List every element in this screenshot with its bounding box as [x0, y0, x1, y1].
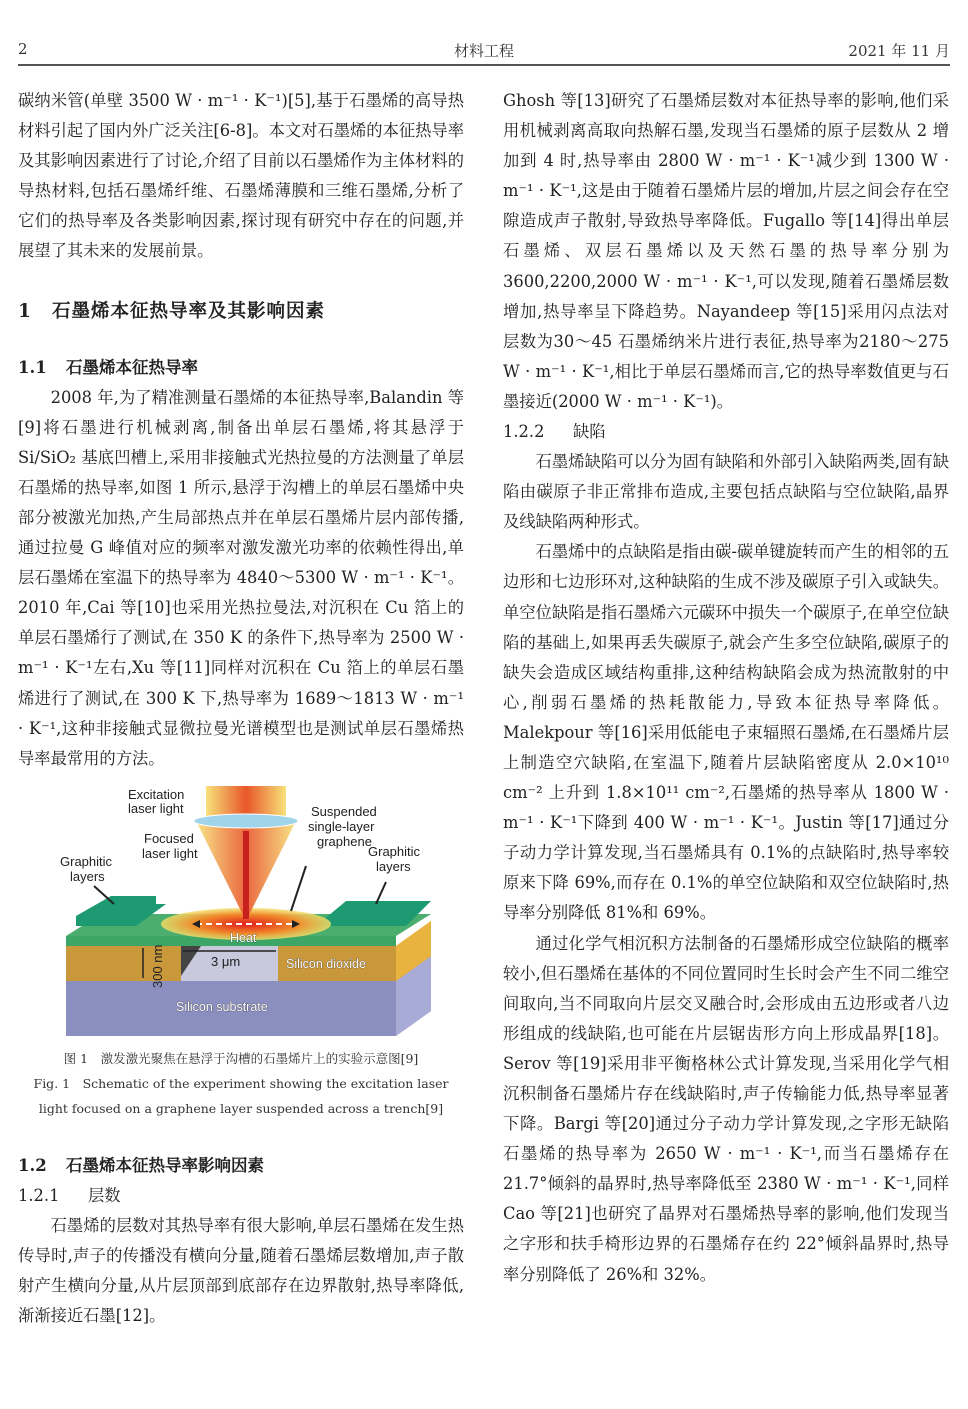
label-focused: Focused [144, 830, 194, 846]
label-width: 3 μm [211, 953, 241, 969]
section-1-1-heading [18, 353, 464, 383]
lens-icon [194, 814, 298, 828]
label-substrate: Silicon substrate [176, 999, 268, 1014]
left-column [18, 86, 464, 1331]
paragraph-ghosh: Ghosh 等[13]研究了石墨烯层数对本征热导率的影响,他们采用机械剥离高取向热解石墨,发现当石墨烯的原子层数从 2 增加到 4 时,热导率由 2800 W · m⁻¹ · K⁻¹减少到 1300 W · m⁻¹ · K⁻¹,这是由于随着石墨烯片层的增加,片层之间会存在空隙造成声子散射,导致热导率降低。Fugallo 等[14]得出单层石墨烯、双层石墨烯以及天然石墨的热导率分别为 3600,2200,2000 W · m⁻¹ · K⁻¹,可以发现,随着石墨烯层数增加,热导率呈下降趋势。Nayandeep 等[15]采用闪点法对层数为30～45 石墨烯纳米片进行表征,热导率为2180～275 W · m⁻¹ · K⁻¹,相比于单层石墨烯而言,它的热导率数值更与石墨接近(2000 W · m⁻¹ · K⁻¹)。 [503, 91, 949, 411]
label-oxide: Silicon dioxide [286, 956, 366, 971]
section-title: 缺陷 [573, 422, 606, 442]
issue-date: 2021 年 11 月 [848, 42, 950, 60]
intro-paragraph: 碳纳米管(单壁 3500 W · m⁻¹ · K⁻¹)[5],基于石墨烯的高导热材料引起了国内外广泛关注[6-8]。本文对石墨烯的本征热导率及其影响因素进行了讨论,介绍了目前以石墨烯作为主体材料的导热材料,包括石墨烯纤维、石墨烯薄膜和三维石墨烯,分析了它们的热导率及各类影响因素,探讨现有研究中存在的问题,并展望了其未来的发展前景。 [18, 91, 464, 261]
label-graphitic-left: layers [70, 868, 105, 884]
section-1-heading [18, 297, 464, 327]
label-excitation: Excitation [128, 786, 185, 802]
paragraph-defect-types: 石墨烯缺陷可以分为固有缺陷和外部引入缺陷两类,固有缺陷由碳原子非正常排布造成,主要包括点缺陷与空位缺陷,晶界及线缺陷两种形式。 [503, 452, 949, 532]
section-1-2-1-heading [18, 1181, 464, 1211]
label-excitation: laser light [128, 800, 184, 816]
journal-name: 材料工程 [453, 42, 514, 60]
section-number: 1.2.1 [18, 1185, 60, 1205]
label-graphitic-right: layers [376, 858, 411, 874]
section-title: 石墨烯本征热导率及其影响因素 [52, 300, 326, 322]
section-title: 石墨烯本征热导率 [66, 357, 198, 377]
section-1-2-heading [18, 1151, 464, 1181]
label-thickness: 300 nm [150, 944, 165, 988]
section-title: 层数 [88, 1185, 121, 1205]
caption-chinese: 图 1 激发激光聚焦在悬浮于沟槽的石墨烯片上的实验示意图[9] [63, 1050, 419, 1066]
page-number: 2 [18, 40, 28, 58]
label-graphitic-left: Graphitic [60, 853, 113, 869]
label-focused: laser light [142, 845, 198, 861]
paragraph-point-defects: 石墨烯中的点缺陷是指由碳-碳单键旋转而产生的相邻的五边形和七边形环对,这种缺陷的生成不涉及碳原子引入或缺失。单空位缺陷是指石墨烯六元碳环中损失一个碳原子,在单空位缺陷的基础上,如果再丢失碳原子,就会产生多空位缺陷,碳原子的缺失会造成区域结构重排,这种结构缺陷会成为热流散射的中心,削弱石墨烯的热耗散能力,导致本征热导率降低。Malekpour 等[16]采用低能电子束辐照石墨烯,在石墨烯片层上制造空穴缺陷,在室温下,随着片层缺陷密度从 2.0×10¹⁰ cm⁻² 上升到 1.8×10¹¹ cm⁻²,石墨烯的热导率从 1800 W · m⁻¹ · K⁻¹下降到 400 W · m⁻¹ · K⁻¹。Justin 等[17]通过分子动力学计算发现,当石墨烯具有 0.1%的点缺陷时,热导率较原来下降 69%,而存在 0.1%的单空位缺陷和双空位缺陷时,热导率分别降低 81%和 69%。 [503, 542, 949, 923]
section-number: 1 [18, 300, 32, 322]
section-number: 1.1 [18, 357, 47, 377]
figure-1 [18, 786, 464, 1036]
section-1-2-2-heading [503, 417, 949, 447]
label-graphitic-right: Graphitic [368, 843, 421, 859]
label-suspended: Suspended [311, 803, 377, 819]
right-column [503, 86, 949, 1290]
caption-english-line2: light focused on a graphene layer suspended across a trench[9] [38, 1100, 444, 1116]
section-number: 1.2 [18, 1155, 47, 1175]
section-number: 1.2.2 [503, 422, 545, 442]
paragraph-line-defects: 通过化学气相沉积方法制备的石墨烯形成空位缺陷的概率较小,但石墨烯在基体的不同位置同时生长时会产生不同二维空间取向,当不同取向片层交叉融合时,会形成由五边形或者八边形组成的线缺陷,也可能在片层锯齿形方向上形成晶界[18]。Serov 等[19]采用非平衡格林公式计算发现,当采用化学气相沉积制备石墨烯片存在线缺陷时,声子传输能力低,热导率显著下降。Bargi 等[20]通过分子动力学计算发现,之字形无缺陷石墨烯的热导率为 2650 W · m⁻¹ · K⁻¹,而当石墨烯存在 21.7°倾斜的晶界时,热导率降低至 2380 W · m⁻¹ · K⁻¹,同样 Cao 等[21]也研究了晶界对石墨烯热导率的影响,他们发现当之字形和扶手椅形边界的石墨烯存在约 22°倾斜晶界时,热导率分别降低了 26%和 32%。 [503, 933, 949, 1284]
label-suspended: single-layer [308, 818, 375, 834]
label-heat: Heat [230, 930, 257, 945]
caption-english-line1: Fig. 1 Schematic of the experiment showing the excitation laser [33, 1075, 449, 1091]
running-header [18, 38, 950, 66]
label-suspended: graphene [317, 833, 372, 849]
paragraph-layers: 石墨烯的层数对其热导率有很大影响,单层石墨烯在发生热传导时,声子的传播没有横向分量,随着石墨烯层数增加,声子散射产生横向分量,从片层顶部到底部存在边界散射,热导率降低,渐渐接近石墨[12]。 [18, 1215, 464, 1326]
experiment-schematic [46, 786, 436, 1036]
figure-caption [18, 1046, 464, 1121]
section-title: 石墨烯本征热导率影响因素 [66, 1155, 264, 1175]
paragraph-balandin: 2008 年,为了精准测量石墨烯的本征热导率,Balandin 等[9]将石墨进行机械剥离,制备出单层石墨烯,将其悬浮于 Si/SiO₂ 基底凹槽上,采用非接触式光热拉曼的方法测量了单层石墨烯的热导率,如图 1 所示,悬浮于沟槽上的单层石墨烯中央部分被激光加热,产生局部热点并在单层石墨烯片层内部传播,通过拉曼 G 峰值对应的频率对激发激光功率的依赖性得出,单层石墨烯在室温下的热导率为 4840～5300 W · m⁻¹ · K⁻¹。2010 年,Cai 等[10]也采用光热拉曼法,对沉积在 Cu 箔上的单层石墨烯行了测试,在 350 K 的条件下,热导率为 2500 W · m⁻¹ · K⁻¹左右,Xu 等[11]同样对沉积在 Cu 箔上的单层石墨烯进行了测试,在 300 K 下,热导率为 1689～1813 W · m⁻¹ · K⁻¹,这种非接触式显微拉曼光谱模型也是测试单层石墨烯热导率最常用的方法。 [18, 387, 464, 768]
